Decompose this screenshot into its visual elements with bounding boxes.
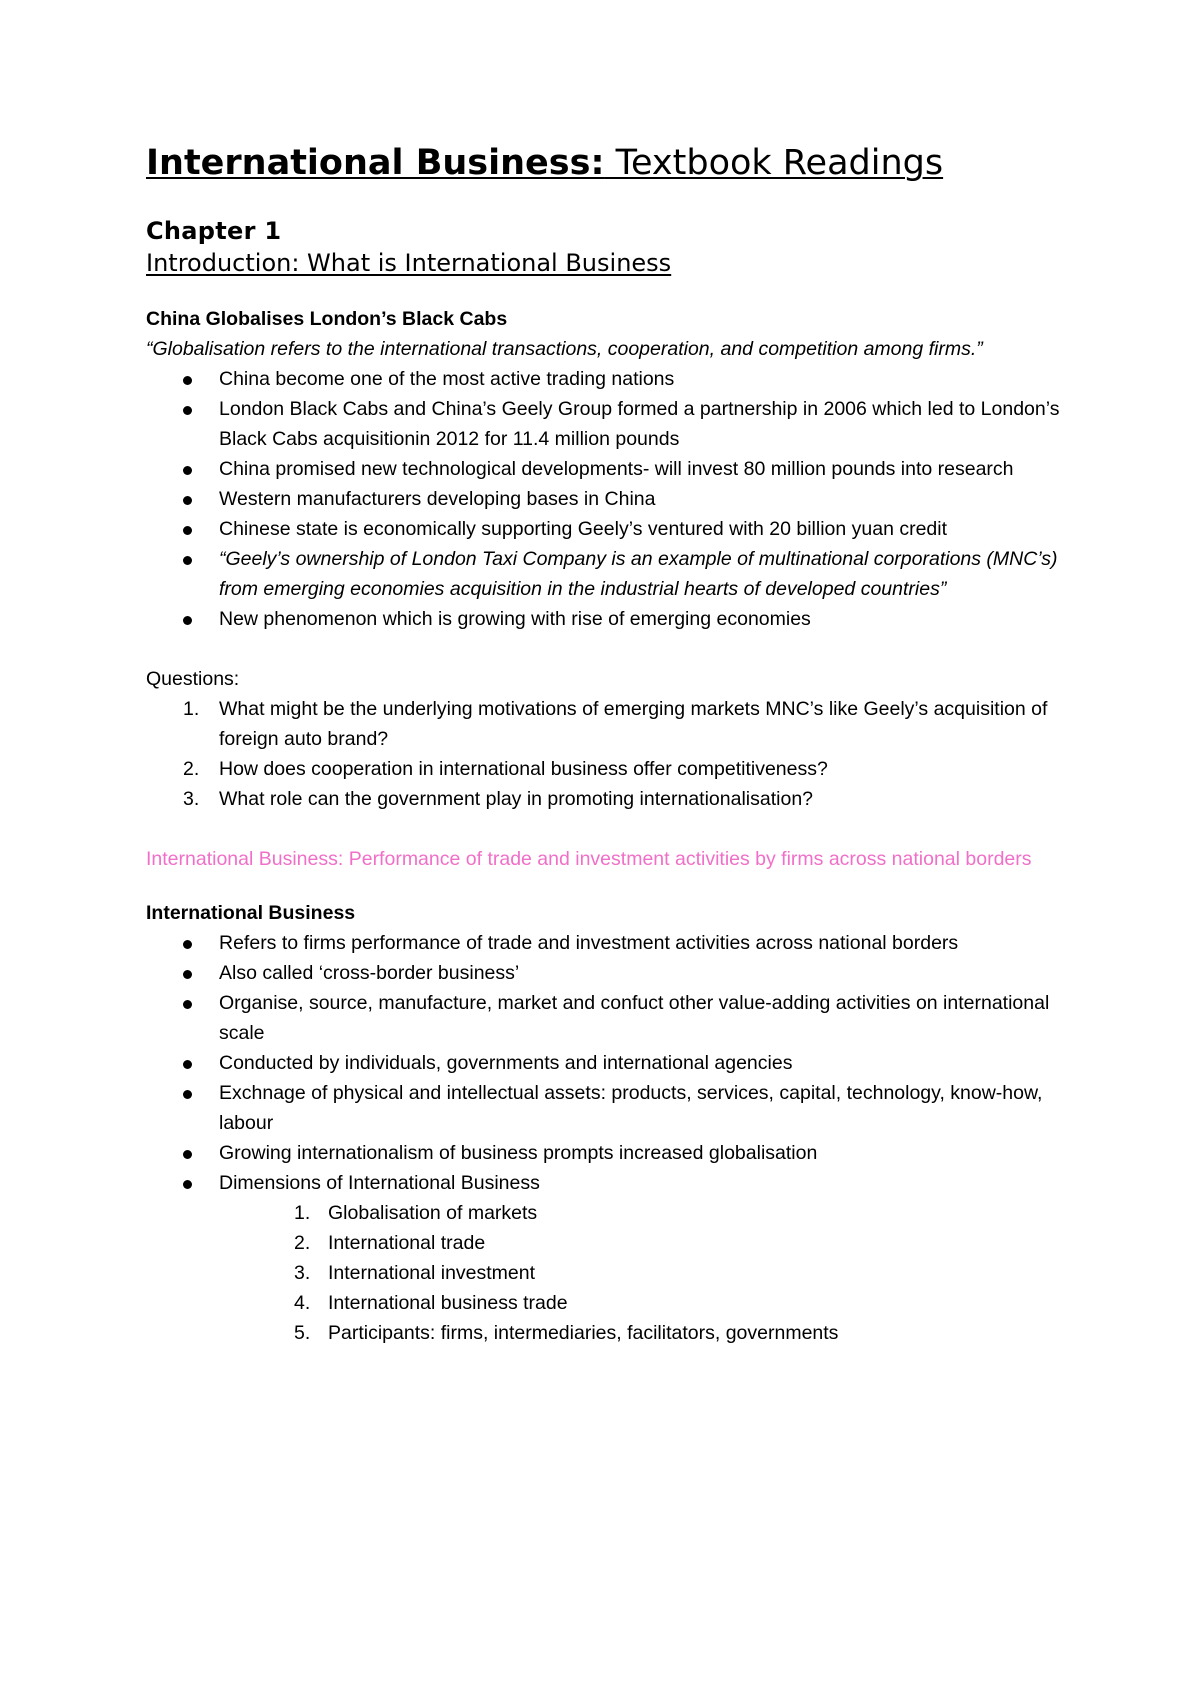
list-item: 3. International investment [294, 1262, 536, 1284]
bullet-icon [183, 466, 192, 475]
chapter-heading: Chapter 1 [146, 217, 282, 245]
bullet-icon [183, 526, 192, 535]
list-item: Exchnage of physical and intellectual assets: products, services, capital, technology, know-how, labour [146, 1078, 1076, 1138]
list-item: 4. International business trade [294, 1292, 568, 1314]
case-study-heading: China Globalises London’s Black Cabs [146, 308, 508, 330]
list-item: New phenomenon which is growing with rise of emerging economies [146, 604, 1076, 634]
list-item: China promised new technological developments- will invest 80 million pounds into research [146, 454, 1076, 484]
case-study-bullet-list [146, 364, 1076, 634]
bullet-icon [183, 1090, 192, 1099]
bullet-icon [183, 1180, 192, 1189]
list-item: Conducted by individuals, governments and international agencies [146, 1048, 1076, 1078]
bullet-icon [183, 406, 192, 415]
list-item: Organise, source, manufacture, market and confuct other value-adding activities on international scale [146, 988, 1076, 1048]
list-item: Western manufacturers developing bases in China [146, 484, 1076, 514]
list-item: 3. What role can the government play in promoting internationalisation? [183, 788, 814, 810]
bullet-icon [183, 496, 192, 505]
list-item: Chinese state is economically supporting Geely’s ventured with 20 billion yuan credit [146, 514, 1076, 544]
bullet-icon [183, 1000, 192, 1009]
bullet-icon [183, 940, 192, 949]
list-item: Also called ‘cross-border business’ [146, 958, 1076, 988]
globalisation-quote: “Globalisation refers to the international transactions, cooperation, and competition among firms.” [146, 338, 983, 360]
ib-definition [146, 844, 1076, 874]
list-item: “Geely’s ownership of London Taxi Company is an example of multinational corporations (MNC’s) from emerging economies acquisition in the industrial hearts of developed countries” [146, 544, 1076, 604]
list-item: Growing internationalism of business prompts increased globalisation [146, 1138, 1076, 1168]
ib-section-heading: International Business [146, 902, 356, 924]
list-item: 2. International trade [294, 1232, 486, 1254]
bullet-icon [183, 616, 192, 625]
ib-bullet-list [146, 928, 1076, 1198]
list-item: 5. Participants: firms, intermediaries, facilitators, governments [294, 1322, 839, 1344]
ib-definition-text: Performance of trade and investment activities by firms across national borders [343, 848, 1032, 870]
bullet-icon [183, 376, 192, 385]
document-title-bold: International Business: [146, 143, 605, 183]
chapter-subheading: Introduction: What is International Business [146, 249, 672, 277]
bullet-icon [183, 1060, 192, 1069]
document-title-rest: Textbook Readings [604, 143, 944, 183]
questions-list [146, 694, 1076, 814]
list-item: London Black Cabs and China’s Geely Group formed a partnership in 2006 which led to London’s Black Cabs acquisitionin 2012 for 11.4 million pounds [146, 394, 1076, 454]
dimensions-list [146, 1198, 1076, 1348]
list-item: China become one of the most active trading nations [146, 364, 1076, 394]
bullet-icon [183, 970, 192, 979]
list-item: 1. What might be the underlying motivations of emerging markets MNC’s like Geely’s acquisition of foreign auto brand? [183, 698, 1048, 750]
list-item: 1. Globalisation of markets [294, 1202, 538, 1224]
questions-heading: Questions: [146, 668, 240, 690]
document-page [146, 140, 1076, 1348]
list-item: 2. How does cooperation in international business offer competitiveness? [183, 758, 828, 780]
list-item: Refers to firms performance of trade and investment activities across national borders [146, 928, 1076, 958]
ib-definition-term: International Business: [146, 848, 344, 870]
list-item: Dimensions of International Business [146, 1168, 1076, 1198]
bullet-icon [183, 556, 192, 565]
bullet-icon [183, 1150, 192, 1159]
document-title [146, 140, 1076, 186]
